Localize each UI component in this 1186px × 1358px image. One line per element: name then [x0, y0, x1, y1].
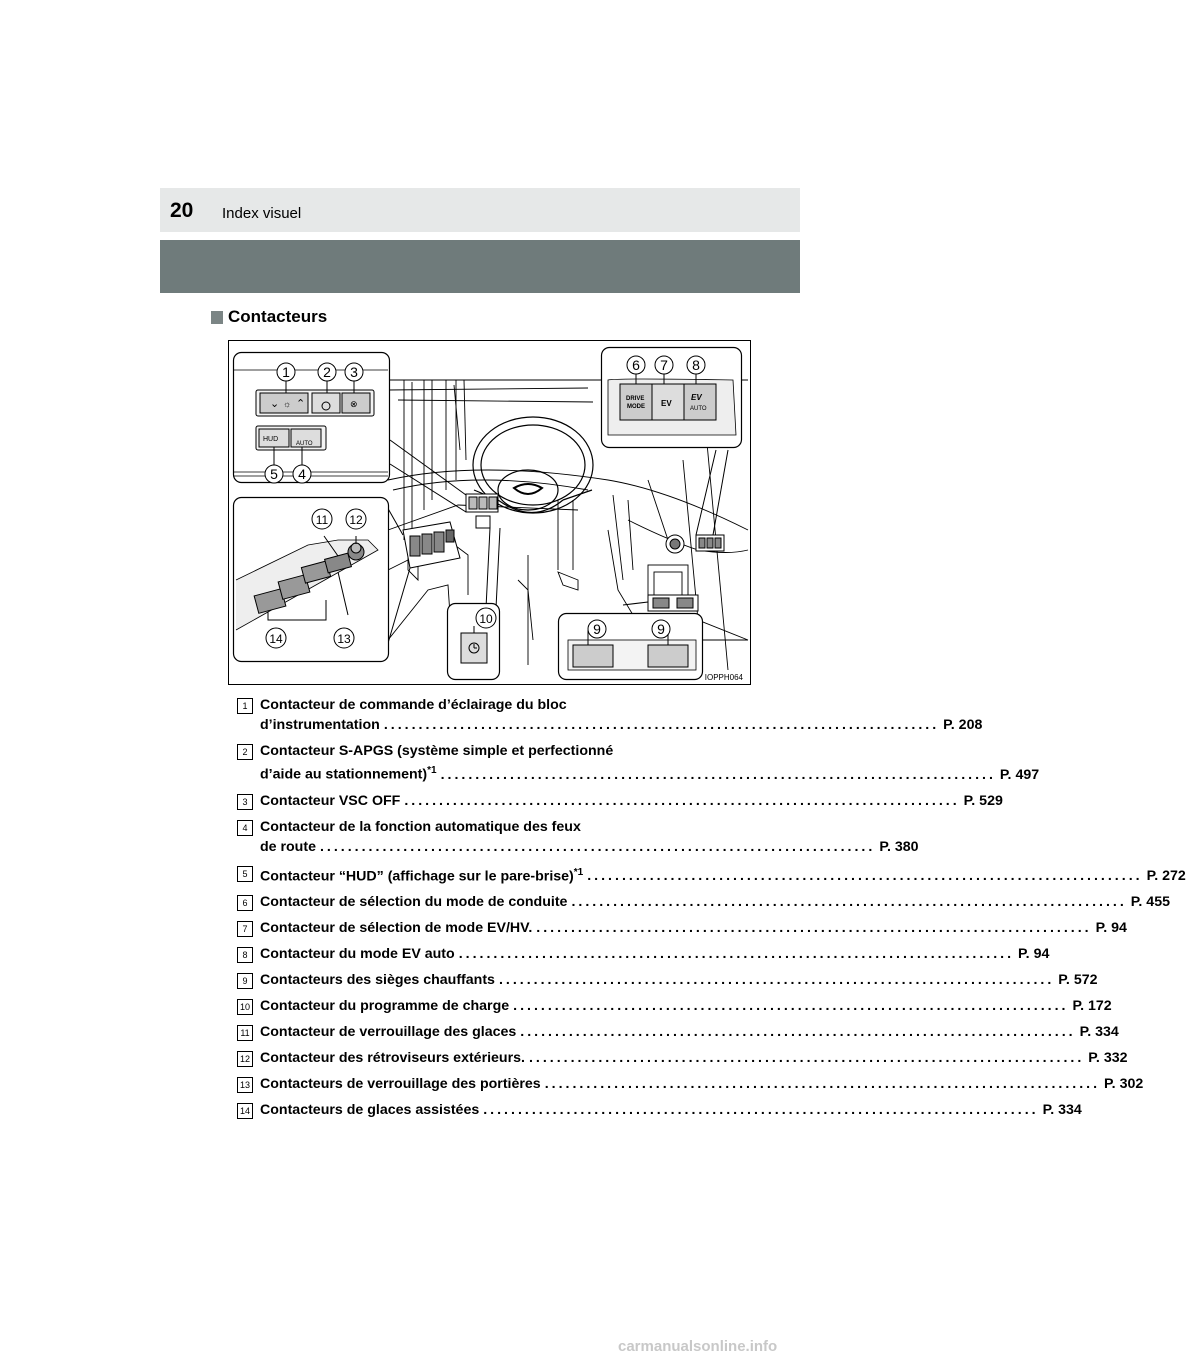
list-item [237, 791, 1003, 811]
svg-text:EV: EV [661, 399, 672, 408]
item-text [260, 892, 1170, 912]
item-text [260, 817, 919, 857]
callout-11: 11 [315, 513, 329, 527]
list-item [237, 1100, 1082, 1120]
item-page-ref: P. 497 [999, 766, 1040, 783]
callout-10: 10 [479, 612, 493, 626]
item-number: 6 [237, 895, 253, 911]
item-leader-line [260, 761, 1040, 785]
item-label [260, 1022, 516, 1042]
item-number: 4 [237, 820, 253, 836]
list-item [237, 1022, 1119, 1042]
item-leader-line [260, 1048, 1128, 1068]
list-item [237, 892, 1170, 912]
item-dot-leader: ................................................................................ [440, 766, 996, 783]
item-leader-line [260, 715, 983, 735]
item-page-ref: P. 172 [1072, 998, 1112, 1015]
item-label-text: Contacteur des rétroviseurs extérieurs. [260, 1050, 525, 1067]
seat-heater-small [648, 595, 698, 611]
item-page-ref: P. 572 [1058, 972, 1098, 989]
item-page-ref: P. 94 [1095, 920, 1127, 937]
item-dot-leader: ................................................................................ [528, 1050, 1085, 1067]
item-page-ref: P. 334 [1079, 1024, 1119, 1041]
item-label-text: Contacteur “HUD” (affichage sur le pare-brise) [260, 868, 574, 885]
item-number: 8 [237, 947, 253, 963]
item-leader-line [260, 918, 1127, 938]
item-dot-leader: ................................................................................ [498, 972, 1055, 989]
item-number: 7 [237, 921, 253, 937]
item-dot-leader: ................................................................................ [571, 894, 1127, 911]
callout-9a: 9 [593, 621, 601, 637]
item-page-ref: P. 380 [879, 838, 919, 855]
item-page-ref: P. 332 [1088, 1050, 1128, 1067]
item-number: 9 [237, 973, 253, 989]
item-label [260, 1100, 479, 1120]
item-text [260, 1100, 1082, 1120]
item-label-text: d’instrumentation [260, 717, 380, 733]
section-square-icon [211, 311, 223, 324]
inset-panel-seat-heater [559, 614, 703, 680]
item-label [260, 791, 400, 811]
svg-text:AUTO: AUTO [296, 441, 313, 447]
callout-8: 8 [692, 357, 700, 373]
item-leader-line [260, 996, 1112, 1016]
callout-13: 13 [337, 632, 351, 646]
item-text [260, 741, 1040, 785]
item-label-text: d’aide au stationnement) [260, 766, 428, 783]
list-item [237, 918, 1127, 938]
item-page-ref: P. 94 [1018, 946, 1050, 963]
item-label-text: de route [260, 838, 316, 855]
item-dot-leader: ................................................................................ [404, 792, 960, 809]
list-item [237, 1074, 1144, 1094]
callout-9b: 9 [657, 621, 665, 637]
item-dot-leader: ................................................................................ [513, 998, 1069, 1015]
list-item [237, 970, 1098, 990]
svg-text:HUD: HUD [263, 436, 279, 443]
item-page-ref: P. 272 [1146, 868, 1186, 885]
item-label [260, 892, 567, 912]
item-label [260, 715, 380, 735]
item-number: 13 [237, 1077, 253, 1093]
figure-code: IOPPH064 [704, 673, 743, 682]
figure-illustration [228, 340, 751, 685]
list-item [237, 1048, 1128, 1068]
header-band [160, 240, 800, 293]
item-dot-leader: ................................................................................ [483, 1102, 1039, 1119]
item-label-text: Contacteurs de glaces assistées [260, 1102, 480, 1119]
svg-text:DRIVE: DRIVE [626, 396, 645, 402]
item-line1: Contacteur de la fonction automatique des feux [260, 818, 581, 835]
callout-7: 7 [660, 357, 668, 373]
item-number: 5 [237, 866, 253, 882]
item-page-ref: P. 529 [963, 792, 1003, 809]
item-number: 12 [237, 1051, 253, 1067]
callout-5: 5 [270, 466, 278, 482]
item-page-ref: P. 455 [1130, 894, 1170, 911]
item-label-text: Contacteur VSC OFF [260, 792, 401, 809]
item-label-text: Contacteurs des sièges chauffants [260, 972, 495, 989]
item-text [260, 1074, 1144, 1094]
item-text [260, 996, 1112, 1016]
callout-6: 6 [632, 357, 640, 373]
inset-panel-instrument [233, 353, 390, 483]
item-footnote-mark: *1 [573, 866, 584, 878]
list-item [237, 741, 1040, 785]
item-dot-leader: ................................................................................ [458, 946, 1015, 963]
callout-4: 4 [298, 466, 306, 482]
item-dot-leader: ................................................................................ [587, 868, 1143, 885]
item-label [260, 944, 455, 964]
item-number: 14 [237, 1103, 253, 1119]
item-number: 2 [237, 744, 253, 760]
list-item [237, 996, 1112, 1016]
svg-text:⌃: ⌃ [296, 398, 306, 410]
item-number: 10 [237, 999, 253, 1015]
list-item [237, 817, 919, 857]
item-text [260, 970, 1098, 990]
item-dot-leader: ................................................................................ [544, 1076, 1101, 1093]
svg-text:EV: EV [691, 393, 702, 402]
item-text [260, 1022, 1119, 1042]
item-text [260, 1048, 1128, 1068]
item-label [260, 918, 532, 938]
section-title [211, 307, 327, 327]
item-leader-line [260, 1074, 1144, 1094]
svg-text:⌄: ⌄ [270, 398, 280, 410]
item-leader-line [260, 791, 1003, 811]
callout-12: 12 [349, 513, 363, 527]
item-leader-line [260, 944, 1050, 964]
callout-2: 2 [323, 364, 331, 380]
callout-14: 14 [269, 632, 283, 646]
item-text [260, 791, 1003, 811]
item-label-text: Contacteur de sélection de mode EV/HV. [260, 920, 533, 937]
item-text [260, 944, 1050, 964]
svg-text:MODE: MODE [627, 404, 645, 410]
page-number: 20 [170, 199, 194, 222]
item-label-text: Contacteur du programme de charge [260, 998, 510, 1015]
item-label [260, 1048, 525, 1068]
callout-3: 3 [350, 364, 358, 380]
switch-location-figure [228, 340, 751, 685]
item-label [260, 863, 583, 887]
list-item [237, 944, 1050, 964]
item-leader-line [260, 970, 1098, 990]
item-label-text: Contacteurs de verrouillage des portières [260, 1076, 541, 1093]
callout-1: 1 [282, 364, 290, 380]
item-label-text: Contacteur de sélection du mode de conduite [260, 894, 568, 911]
item-line1: Contacteur de commande d’éclairage du bloc [260, 697, 567, 713]
header-title: Index visuel [222, 205, 302, 222]
item-leader-line [260, 863, 1186, 887]
item-page-ref: P. 208 [943, 717, 983, 733]
item-label [260, 1074, 541, 1094]
item-label [260, 996, 509, 1016]
switch-list [237, 695, 1186, 1120]
item-text [260, 918, 1127, 938]
item-dot-leader: ................................................................................ [383, 717, 940, 733]
item-page-ref: P. 334 [1042, 1102, 1082, 1119]
item-text [260, 695, 983, 735]
list-item [237, 863, 1186, 887]
item-leader-line [260, 1022, 1119, 1042]
svg-text:⊗: ⊗ [350, 399, 358, 409]
svg-text:☼: ☼ [283, 399, 292, 409]
item-line1: Contacteur S-APGS (système simple et perfectionné [260, 743, 614, 759]
item-label [260, 837, 316, 857]
item-label [260, 761, 437, 785]
item-dot-leader: ................................................................................ [319, 838, 876, 855]
watermark: carmanualsonline.info [618, 1338, 778, 1355]
item-page-ref: P. 302 [1104, 1076, 1144, 1093]
section-title-text: Contacteurs [228, 307, 328, 326]
item-leader-line [260, 892, 1170, 912]
item-text [260, 863, 1186, 887]
item-leader-line [260, 837, 919, 857]
list-item [237, 695, 983, 735]
item-label-text: Contacteur du mode EV auto [260, 946, 455, 963]
item-leader-line [260, 1100, 1082, 1120]
item-number: 11 [237, 1025, 253, 1041]
item-label [260, 970, 495, 990]
item-number: 3 [237, 794, 253, 810]
svg-text:AUTO: AUTO [690, 406, 707, 412]
item-footnote-mark: *1 [427, 765, 437, 776]
item-number: 1 [237, 698, 253, 714]
item-label-text: Contacteur de verrouillage des glaces [260, 1024, 517, 1041]
item-dot-leader: ................................................................................ [536, 920, 1092, 937]
item-dot-leader: ................................................................................ [520, 1024, 1076, 1041]
